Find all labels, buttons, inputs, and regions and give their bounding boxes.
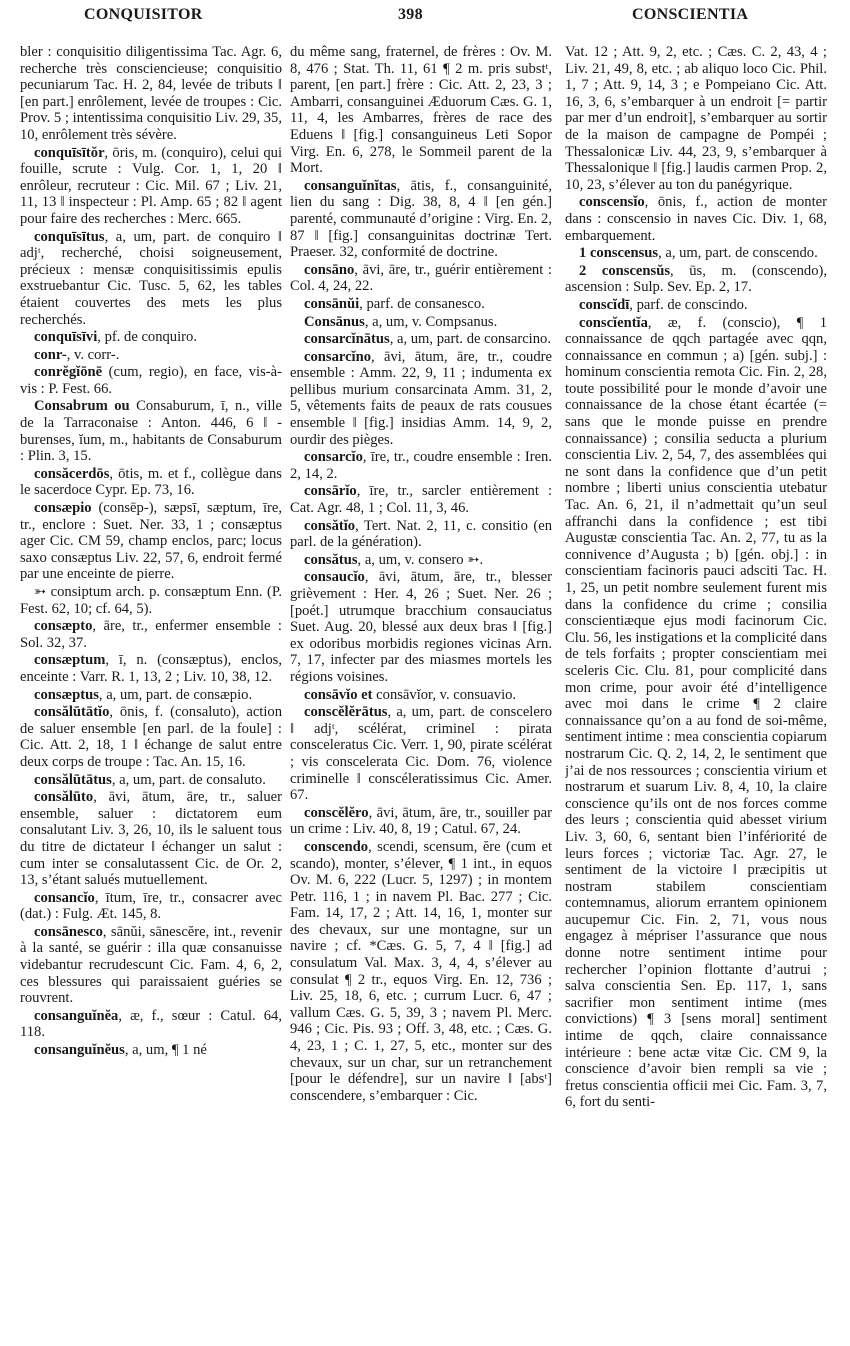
dictionary-entry: conscendo, scendi, scensum, ĕre (cum et scando), monter, s’élever, ¶ 1 int., in equos Ov. M. 6, 222 (Lucr. 5, 1297) ; in montem Petr. 116, 1 ; in navem Pl. Bac. 277 ; Cic. Fam. 14, 17, 2 ; Att. 14, 16, 1, monter sur des chevaux, sur une montagne, sur un navire ; cf. *Cæs. G. 5, 7, 4 ‖ [fig.] ad consulatum Val. Max. 3, 4, 4, s’élever au consulat ¶ 2 tr., equos Virg. En. 12, 736 ; Liv. 25, 18, 6, etc. ; currum Lucr. 6, 47 ; vallum Cæs. G. 5, 39, 3 ; navem Pl. Merc. 946 ; Cic. Pis. 93 ; Off. 3, 48, etc. ; Cæs. G. 4, 23, 1 ; C. 1, 27, 5, etc., monter sur des chevaux, sur un char, sur un retranchement [pour le défendre], sur un navire ‖ [absᵗ] conscendere, s’embarquer : Cic.	[290, 838, 552, 1104]
column-3	[565, 44, 827, 1340]
page-number: 398	[398, 6, 423, 23]
headword: Consānus	[304, 313, 365, 330]
headword: consaucĭo	[304, 569, 365, 586]
headword: conr-	[34, 346, 67, 363]
dictionary-entry: ➳ consiptum arch. p. consæptum Enn. (P. Fest. 62, 10; cf. 64, 5).	[20, 584, 282, 617]
dictionary-entry: consānesco, sānŭi, sānescĕre, int., revenir à la santé, se guérir : illa quæ consanuisse videbantur recrudescunt Cic. Fam. 4, 6, 2, ces blessures qui paraissaient guéries se rouvrent.	[20, 923, 282, 1007]
column-1	[20, 44, 282, 1340]
right-running-head: CONSCIENTIA	[632, 6, 749, 23]
dictionary-entry: consarcĭnātus, a, um, part. de consarcino.	[304, 331, 551, 348]
dictionary-entry: consarcĭno, āvi, ātum, āre, tr., coudre ensemble : Amm. 22, 9, 11 ; indumenta ex pellibus murium consarcinata Amm. 31, 2, 5, vêtements faits de peaux de rats cousues ensemble ‖ [fig.] insidias Amm. 14, 9, 2, ourdir des pièges.	[290, 348, 552, 448]
dictionary-entry: Consānus, a, um, v. Compsanus.	[304, 313, 498, 330]
dictionary-entry: consāno, āvi, āre, tr., guérir entièrement : Col. 4, 24, 22.	[290, 261, 552, 295]
headword: consānŭi	[304, 295, 360, 312]
dictionary-entry: consălūtātĭo, ōnis, f. (consaluto), action de saluer ensemble [en parl. de la foule] : Cic. Att. 2, 18, 1 ‖ échange de salut entre deux corps de troupe : Tac. An. 15, 16.	[20, 704, 282, 770]
dictionary-entry: consălūtātus, a, um, part. de consaluto.	[34, 771, 266, 788]
dictionary-entry: du même sang, fraternel, de frères : Ov. M. 8, 476 ; Stat. Th. 11, 61 ¶ 2 m. pris substᵗ, parent, [en part.] frère : Cic. Att. 2, 23, 3 ; Ambarri, consanguinei Æduorum Cæs. G. 1, 11, 4, les Ambarres, frères de race des Eduens ‖ [fig.] consanguineus Leti Sopor Virg. En. 6, 278, le Sommeil parent de la Mort.	[290, 44, 552, 177]
dictionary-entry: 1 conscensus, a, um, part. de conscendo.	[579, 245, 818, 262]
dictionary-entry: consarcĭo, īre, tr., coudre ensemble : Iren. 2, 14, 2.	[290, 449, 552, 482]
dictionary-entry: conquīsītus, a, um, part. de conquiro ‖ adjᵗ, recherché, choisi soigneusement, précieux : mensæ conquisitissimis epulis exstruebantur Cic. Tusc. 5, 62, les tables étaient couvertes des mets les plus recherchés.	[20, 228, 282, 328]
dictionary-entry: Consabrum ou Consaburum, ī, n., ville de la Tarraconaise : Anton. 446, 6 ‖ -burenses, ĭum, m., habitants de Consaburum : Plin. 3, 15.	[20, 398, 282, 465]
dictionary-entry: consæpto, āre, tr., enfermer ensemble : Sol. 32, 37.	[20, 618, 282, 651]
dictionary-entry: conrĕgĭōnē (cum, regio), en face, vis-à-vis : P. Fest. 66.	[20, 364, 282, 397]
dictionary-entry: consānŭi, parf. de consanesco.	[304, 295, 485, 312]
headword: conrĕgĭōnē	[34, 364, 103, 381]
headword: consanguĭnĭtas	[304, 177, 397, 194]
headword: conquīsīvi	[34, 329, 98, 346]
headword: consătus	[304, 551, 358, 568]
dictionary-entry: conscĭdī, parf. de conscindo.	[579, 296, 748, 313]
headword: conquīsītŏr	[34, 144, 105, 161]
dictionary-entry: consæptum, ī, n. (consæptus), enclos, enceinte : Varr. R. 1, 13, 2 ; Liv. 10, 38, 12.	[20, 652, 282, 685]
dictionary-entry: 2 conscensŭs, ūs, m. (conscendo), ascension : Sulp. Sev. Ep. 2, 17.	[565, 262, 827, 296]
dictionary-entry: consanguĭnĭtas, ātis, f., consanguinité, lien du sang : Dig. 38, 8, 4 ‖ [en gén.] parenté, communauté d’origine : Virg. En. 2, 87 ‖ [fig.] consanguinitas doctrinæ Tert. Praeser. 32, conformité de doctrine.	[290, 177, 552, 261]
dictionary-entry: consătĭo, Tert. Nat. 2, 11, c. consitio (en parl. de la génération).	[290, 517, 552, 551]
dictionary-entry: conr-, v. corr-.	[34, 346, 120, 363]
headword: conscĭdī	[579, 296, 630, 313]
dictionary-entry: consārĭo, īre, tr., sarcler entièrement : Cat. Agr. 48, 1 ; Col. 11, 3, 46.	[290, 483, 552, 517]
headword: consălūto	[34, 789, 94, 806]
headword: conscĕlĕrātus	[304, 704, 388, 721]
headword: consarcĭno	[304, 348, 372, 365]
page-header	[0, 0, 850, 36]
dictionary-entry: consălūto, āvi, ātum, āre, tr., saluer ensemble, saluer : dictatorem eum consalutant Liv. 3, 26, 10, ils le saluent tous du titre de dictateur ‖ échanger un salut : cum inter se consalutassent Cic. de Or. 2, 13, s’étant salués mutuellement.	[20, 789, 282, 889]
dictionary-entry: consăcerdōs, ōtis, m. et f., collègue dans le sacerdoce Cypr. Ep. 73, 16.	[20, 465, 282, 499]
headword: consăcerdōs	[34, 465, 110, 482]
headword: consălūtātĭo	[34, 704, 110, 721]
dictionary-columns	[20, 44, 830, 1340]
headword: 1 conscensus	[579, 245, 659, 262]
dictionary-entry: conquīsītŏr, ōris, m. (conquiro), celui qui fouille, scrute : Vulg. Cor. 1, 1, 20 ‖ enrôleur, recruteur : Cic. Mil. 67 ; Liv. 21, 11, 13 ‖ inspecteur : Pl. Amp. 65 ; 82 ‖ agent pour faire des recherches : Merc. 665.	[20, 144, 282, 227]
headword: consæpio	[34, 500, 92, 517]
column-2	[290, 44, 552, 1340]
dictionary-entry: consæptus, a, um, part. de consæpio.	[34, 686, 253, 703]
headword: conscĭentĭa	[579, 314, 648, 331]
headword: conscĕlĕro	[304, 804, 369, 821]
dictionary-entry: Vat. 12 ; Att. 9, 2, etc. ; Cæs. C. 2, 43, 4 ; Liv. 21, 49, 8, etc. ; ab aliquo loco Cic. Phil. 1, 7 ; Att. 9, 14, 3 ; e Pompeiano Cic. Att. 16, 3, 6, s’embarquer à un endroit [= partir par mer d’un endroit], s’embarquer au sortir de la maison de campagne de Pompéi ; Thessalonicæ Liv. 44, 23, 9, s’embarquer à Thessalonique ‖ [fig.] laudis carmen Prop. 2, 10, 23, s’élever au ton du panégyrique.	[565, 44, 827, 193]
dictionary-entry: consæpio (consēp-), sæpsī, sæptum, īre, tr., enclore : Suet. Ner. 33, 1 ; consæptus ager Cic. CM 59, champ enclos, parc; locus saxo consæptus Liv. 22, 57, 6, endroit fermé par une enceinte de pierre.	[20, 500, 282, 583]
headword: consancĭo	[34, 889, 95, 906]
headword: consæptum	[34, 652, 106, 669]
headword: consāvĭo et	[304, 686, 373, 703]
dictionary-entry: consancĭo, ītum, īre, tr., consacrer avec (dat.) : Fulg. Æt. 145, 8.	[20, 889, 282, 923]
headword: Consabrum ou	[34, 398, 130, 415]
headword: consānesco	[34, 923, 103, 940]
headword: consanguĭnĕa	[34, 1007, 119, 1024]
dictionary-entry: consaucĭo, āvi, ātum, āre, tr., blesser grièvement : Her. 4, 26 ; Suet. Ner. 26 ; [poét.] utrumque bracchium consauciatus Suet. Aug. 20, blessé aux deux bras ‖ [fig.] ex odoribus morbidis regiones vicinas Arn. 7, 17, infecter par des miasmes mortels les régions voisines.	[290, 569, 552, 685]
headword: consanguĭnĕus	[34, 1042, 125, 1059]
dictionary-entry: conscĕlĕro, āvi, ātum, āre, tr., souiller par un crime : Liv. 40, 8, 19 ; Catul. 67, 24.	[290, 804, 552, 838]
dictionary-entry: consanguĭnĕus, a, um, ¶ 1 né	[34, 1042, 207, 1059]
headword: consæpto	[34, 618, 93, 635]
headword: consāno	[304, 261, 355, 278]
dictionary-entry: bler : conquisitio diligentissima Tac. Agr. 6, recherche très consciencieuse; conquisitio pecuniarum Tac. H. 2, 84, levée de tributs ‖ [en part.] enrôlement, levée de troupes : Cic. Prov. 5 ; intentissima conquisitio Liv. 29, 35, 10, enrôlement très sévère.	[20, 44, 282, 143]
headword: consătĭo	[304, 517, 356, 534]
headword: conscendo	[304, 838, 369, 855]
headword: conscensĭo	[579, 194, 645, 211]
dictionary-entry: consanguĭnĕa, æ, f., sœur : Catul. 64, 118.	[20, 1007, 282, 1041]
headword: consălūtātus	[34, 771, 112, 788]
headword: conquīsītus	[34, 228, 105, 245]
headword: 2 conscensŭs	[579, 262, 670, 279]
headword: consarcĭnātus	[304, 331, 390, 348]
headword: consarcĭo	[304, 449, 363, 466]
dictionary-entry: consāvĭo et consāvĭor, v. consuavio.	[304, 686, 517, 703]
left-running-head: CONQUISITOR	[84, 6, 203, 23]
dictionary-entry: conquīsīvi, pf. de conquiro.	[34, 329, 197, 346]
dictionary-entry: consătus, a, um, v. consero ➳.	[304, 551, 484, 568]
headword: consārĭo	[304, 483, 357, 500]
dictionary-entry: conscensĭo, ōnis, f., action de monter dans : conscensio in naves Cic. Div. 1, 68, embarquement.	[565, 194, 827, 244]
dictionary-entry: conscĭentĭa, æ, f. (conscio), ¶ 1 connaissance de qqch partagée avec qqn, connaissance en commun ; a) [gén. subj.] : hominum conscientia remota Cic. Fin. 2, 28, toute possibilité pour le monde d’avoir une connaissance de la chose étant écartée (= sans que le monde puisse en prendre connaissance) ; consilia seducta a plurium conscientia Liv. 2, 54, 7, des assemblées qui ne sont dans la confidence que d’un petit nombre ; liberti unius conscientia utebatur Tac. An. 6, 21, il n’admettait qu’un seul affranchi dans la confidence ; est tibi Augustæ conscientia Tac. An. 2, 77, tu as la connivence d’Augusta ; b) [gén. obj.] : in conscientiam facinoris pauci adsciti Tac. H. 1, 25, un petit nombre seulement furent mis dans la confidence du crime ; consilia conscientiæque ejus modi facinorum Cic. Clu. 56, les instigations et la complicité dans de tels forfaits ; propter conscientiam mei sceleris Cic. Clu. 81, pour complicité dans mon crime, pour avoir été d’intelligence avec moi dans le crime ¶ 2 claire connaissance qu’on a au fond de soi-même, sentiment intime : mea conscientia copiarum nostrarum Cic. Q. 2, 14, 2, le sentiment que j’ai de nos ressources ; conscientia virium et nostrarum et suarum Liv. 8, 4, 10, la claire conscience qu’ils ont de nos forces comme des leurs ; conscientia quid abesset virium Liv. 3, 60, 6, sentant bien l’infériorité de leurs forces ; victoriæ Tac. Agr. 27, le sentiment de la victoire ‖ præcipitis ut nostram stabilem conscientiam contemnamus, aliorum errantem opinionem aucupemur Cic. Fin. 2, 71, vous nous engagez à mépriser l’assurance que nous donne notre sentiment intime pour rechercher l’opinion flottante d’autrui ; salva conscientia Sen. Ep. 117, 1, sans sacrifier mon sentiment intime (mes convictions) ¶ 3 [sens moral] sentiment intime de qqch, claire connaissance intérieure : bene actæ vitæ Cic. CM 9, la conscience d’avoir bien rempli sa vie ; fretus conscientia officii mei Cic. Fam. 3, 7, 6, fort du senti-	[565, 314, 827, 1111]
headword: consæptus	[34, 686, 99, 703]
dictionary-entry: conscĕlĕrātus, a, um, part. de conscelero ‖ adjᵗ, scélérat, criminel : pirata consceleratus Cic. Verr. 1, 90, pirate scélérat ; vis consceleratа Cic. Dom. 76, violence criminelle ‖ conscéleratissimus Cic. Amer. 67.	[290, 704, 552, 804]
